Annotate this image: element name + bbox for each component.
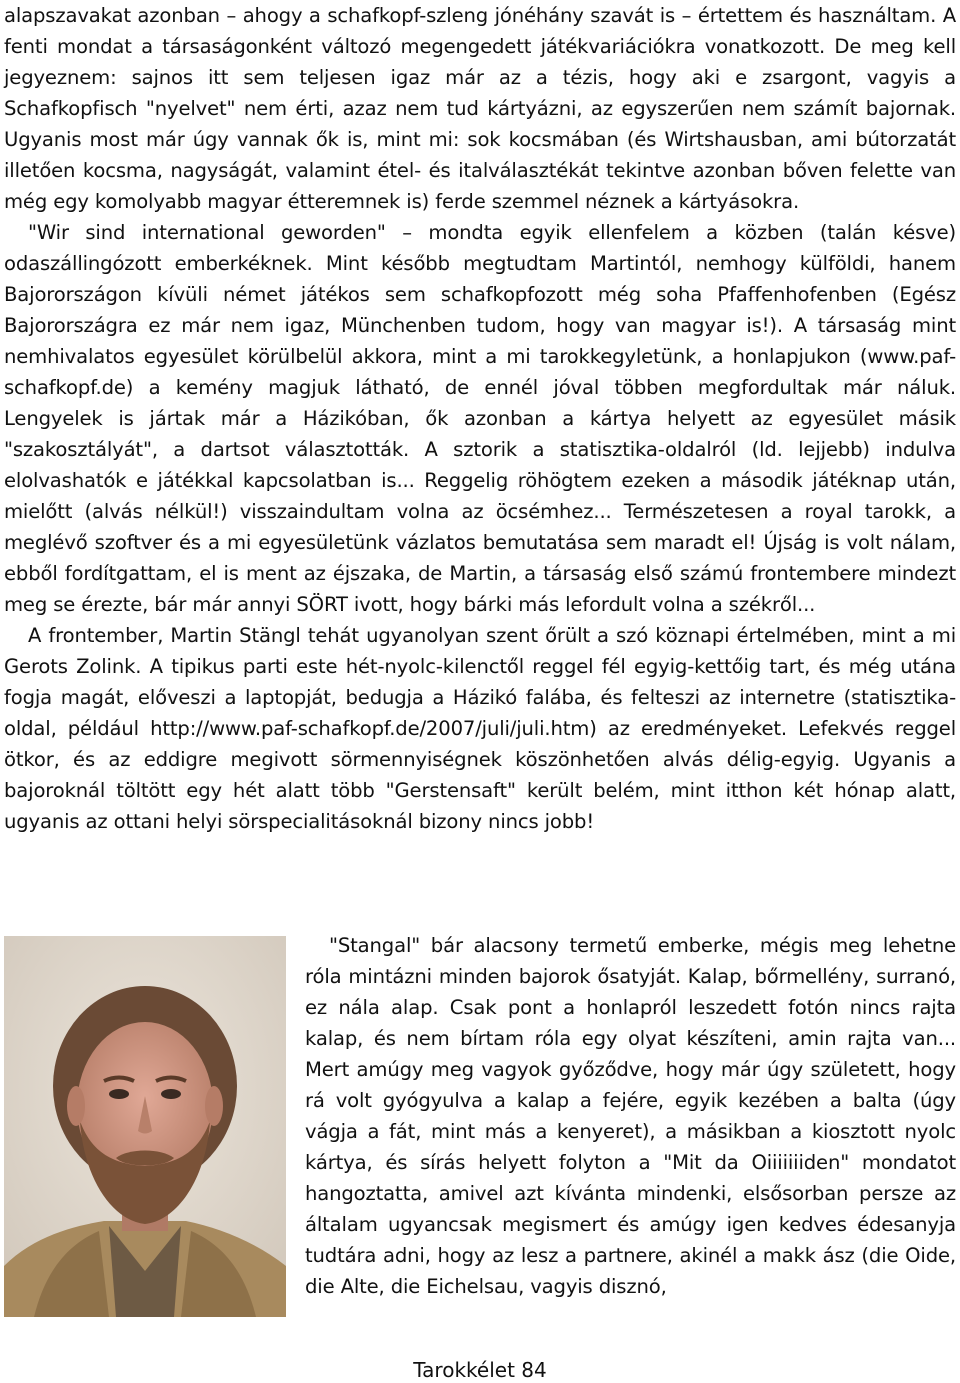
page-footer: Tarokkélet 84 xyxy=(413,1358,547,1382)
main-text xyxy=(4,0,956,837)
paragraph-2: "Wir sind international geworden" – mondta egyik ellenfelem a közben (talán késve) odaszállingózott emberkéknek. Mint később megtudtam Martintól, nemhogy külföldi, hanem Bajorországon kívüli német játékos sem schafkopfozott még soha Pfaffenhofenben (Egész Bajorországra ez már nem igaz, Münchenben tudom, hogy van magyar is!). A társaság mint nemhivalatos egyesület körülbelül akkora, mint a mi tarokkegyletünk, a honlapjukon (www.paf-schafkopf.de) a kemény magjuk látható, de ennél jóval többen megfordultak már náluk. Lengyelek is jártak már a Házikóban, ők azonban a kártya helyett az egyesület másik "szakosztályát", a dartsot választották. A sztorik a statisztika-oldalról (ld. lejjebb) indulva elolvashatók e játékkal kapcsolatban is... Reggelig röhögtem ezeken a második játéknap után, mielőtt (alvás nélkül!) visszaindultam volna az öcsémhez... Természetesen a royal tarokk, a meglévő szoftver és a mi egyesületünk vázlatos bemutatása sem maradt el! Újság is volt nálam, ebből fordítgattam, el is ment az éjszaka, de Martin, a társaság első számú frontembere mindezt meg se érezte, bár már annyi SÖRT ivott, hogy bárki más lefordult volna a székről... xyxy=(4,221,956,616)
paragraph-4: "Stangal" bár alacsony termetű emberke, mégis meg lehetne róla mintázni minden bajorok ősatyját. Kalap, bőrmellény, surranó, ez nála alap. Csak pont a honlapról leszedett fotón nincs rajta kalap, és nem bírtam róla egy olyat készíteni, amin rajta van... Mert amúgy meg vagyok győződve, hogy már úgy született, hogy rá volt gyógyulva a kalap a fejére, egyik kezében a balta (úgy vágja a fát, mint más a kenyeret), a másikban a kiosztott nyolc kártya, és sírás helyett folyton a "Mit da Oiiiiiiiden" mondatot hangoztatta, amivel azt kívánta mindenki, elsősorban persze az általam ugyancsak megismert és amúgy igen kedves édesanyja tudtára adni, hogy az lesz a partnere, akinél a makk ász (die Oide, die Alte, die Eichelsau, vagyis disznó, xyxy=(305,934,956,1298)
paragraph-3: A frontember, Martin Stängl tehát ugyanolyan szent őrült a szó köznapi értelmében, mint a mi Gerots Zolink. A tipikus parti este hét-nyolc-kilenctől reggel fél egyig-kettőig tart, és még utána fogja magát, előveszi a laptopját, bedugja a Házikó falába, és felteszi az internetre (statisztika-oldal, például http://www.paf-schafkopf.de/2007/juli/juli.htm) az eredményeket. Lefekvés reggel ötkor, és az eddigre megivott sörmennyiségnek köszönhetően alvás délig-egyig. Ugyanis a bajoroknál töltött egy hét alatt több "Gerstensaft" került belém, mint itthon két hónap alatt, ugyanis az ottani helyi sörspecialitásoknál bizony nincs jobb! xyxy=(4,624,956,833)
portrait-photo xyxy=(4,936,286,1317)
side-text xyxy=(305,930,956,1302)
paragraph-1: alapszavakat azonban – ahogy a schafkopf-szleng jónéhány szavát is – értettem és használtam. A fenti mondat a társaságonként változó megengedett játékvariációkra vonatkozott. De meg kell jegyeznem: sajnos itt sem teljesen igaz már az a tézis, hogy aki e zsargont, vagyis a Schafkopfisch "nyelvet" nem érti, azaz nem tud kártyázni, az egyszerűen nem számít bajornak. Ugyanis most már úgy vannak ők is, mint mi: sok kocsmában (és Wirtshausban, ami bútorzatát illetően kocsma, nagyságát, valamint étel- és italválasztékát tekintve azonban bőven felette van még egy komolyabb magyar étteremnek is) ferde szemmel néznek a kártyásokra. xyxy=(4,4,956,213)
